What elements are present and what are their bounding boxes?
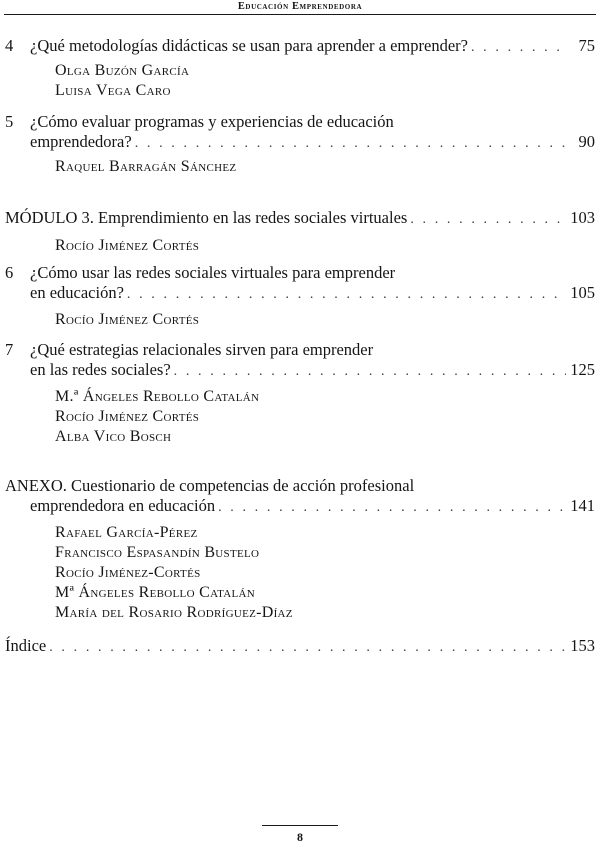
page-number: 153 (570, 636, 595, 655)
dot-leader (49, 638, 566, 658)
entry-title: ¿Qué metodologías didácticas se usan para aprender a emprender? (30, 36, 468, 55)
running-head: Educación Emprendedora (237, 1, 363, 12)
author: Raquel Barragán Sánchez (55, 158, 237, 175)
page-number: 105 (570, 283, 595, 302)
author: Alba Vico Bosch (55, 428, 172, 445)
toc-module-3 (5, 208, 595, 256)
annex-title-continued: emprendedora en educación (30, 496, 216, 515)
author: Luisa Vega Caro (55, 82, 171, 99)
toc-entry-7 (5, 340, 595, 447)
module-title: MÓDULO 3. Emprendimiento en las redes sociales virtuales (5, 208, 408, 227)
entry-number: 6 (5, 263, 14, 282)
entry-title-continued: emprendedora? (30, 132, 132, 151)
entry-number: 5 (5, 112, 14, 131)
author: María del Rosario Rodríguez-Díaz (55, 604, 293, 621)
entry-title: ¿Qué estrategias relacionales sirven para emprender (30, 340, 374, 359)
toc-entry-title-line (5, 636, 595, 658)
toc-entry-title-line (5, 360, 595, 382)
entry-number: 4 (5, 36, 14, 55)
dot-leader (410, 210, 566, 230)
author: Francisco Espasandín Bustelo (55, 544, 260, 561)
entry-title-continued: en las redes sociales? (30, 360, 171, 379)
toc-entry-title-line (5, 496, 595, 518)
footer-rule (262, 825, 338, 826)
index-title: Índice (5, 636, 47, 655)
author: Rocío Jiménez Cortés (55, 311, 200, 328)
toc-entry-title-line (5, 263, 595, 283)
entry-title: ¿Cómo evaluar programas y experiencias de educación (30, 112, 394, 131)
annex-title: ANEXO. Cuestionario de competencias de acción profesional (5, 476, 415, 495)
toc-entry-6 (5, 263, 595, 330)
author: Olga Buzón García (55, 62, 190, 79)
page-number: 75 (578, 36, 595, 55)
toc-entry-title-line (5, 132, 595, 154)
page-folio: 8 (297, 830, 303, 844)
entry-number: 7 (5, 340, 14, 359)
toc-index (5, 636, 595, 658)
dot-leader (471, 38, 567, 58)
author: Rafael García-Pérez (55, 524, 198, 541)
dot-leader (135, 134, 567, 154)
author: M.ª Ángeles Rebollo Catalán (55, 388, 260, 405)
page-number: 103 (570, 208, 595, 227)
page-number: 141 (570, 496, 595, 515)
page-number: 125 (570, 360, 595, 379)
toc-entry-title-line (5, 208, 595, 230)
author: Rocío Jiménez Cortés (55, 408, 200, 425)
toc-entry-title-line (5, 36, 595, 58)
dot-leader (218, 498, 566, 518)
author: Rocío Jiménez Cortés (55, 237, 200, 254)
toc-entry-title-line (5, 283, 595, 305)
toc-annex (5, 476, 595, 623)
dot-leader (174, 362, 567, 382)
author: Mª Ángeles Rebollo Catalán (55, 584, 255, 601)
toc-entry-title-line (5, 340, 595, 360)
toc-entry-5 (5, 112, 595, 177)
entry-title-continued: en educación? (30, 283, 124, 302)
toc-entry-title-line (5, 476, 595, 496)
author: Rocío Jiménez-Cortés (55, 564, 201, 581)
toc-entry-4 (5, 36, 595, 101)
dot-leader (127, 285, 566, 305)
page-number: 90 (578, 132, 595, 151)
entry-title: ¿Cómo usar las redes sociales virtuales para emprender (30, 263, 396, 282)
toc-entry-title-line (5, 112, 595, 132)
